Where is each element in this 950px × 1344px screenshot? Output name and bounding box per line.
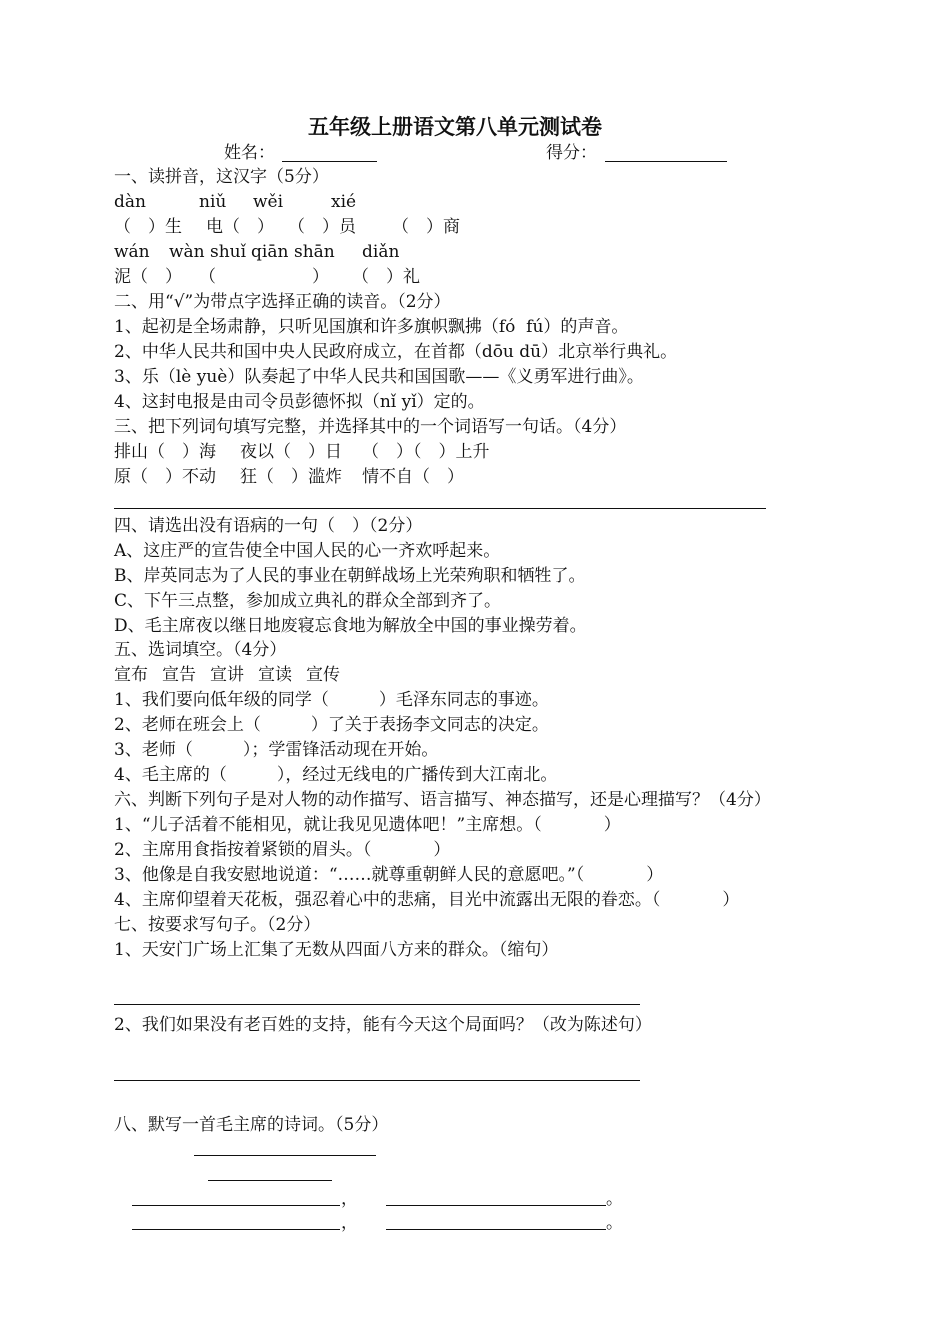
s2-item-3: 3、乐（lè yuè）队奏起了中华人民共和国国歌——《义勇军进行曲》。	[114, 367, 644, 387]
idiom-4[interactable]: 原（ ）不动	[114, 467, 216, 487]
s6-item-3	[114, 864, 663, 886]
idiom-1[interactable]: 排山（ ）海	[114, 442, 216, 462]
page-title: 五年级上册语文第八单元测试卷	[308, 114, 602, 139]
pinyin-wan1: wán	[114, 242, 150, 262]
poem-line-1b[interactable]	[386, 1205, 606, 1206]
section-6-heading: 六、判断下列句子是对人物的动作描写、语言描写、神态描写，还是心理描写？（4分）	[114, 790, 771, 810]
fill-wide-close[interactable]: ）	[312, 267, 329, 287]
poem-title-line[interactable]	[194, 1155, 376, 1156]
idiom-3[interactable]: （ ）（ ）上升	[362, 442, 490, 462]
pinyin-dan: dàn	[114, 192, 146, 212]
fill-shang[interactable]: （ ）商	[392, 217, 460, 237]
pinyin-shui: shuǐ	[210, 242, 247, 262]
word-option-4: 宣读	[258, 665, 292, 685]
s5-item-3-before: 3、老师（	[114, 740, 193, 760]
s6-item-4-text: 4、主席仰望着天花板，强忍着心中的悲痛，目光中流露出无限的眷恋。（	[114, 890, 661, 910]
s7-answer-line-2[interactable]	[114, 1080, 640, 1081]
s4-option-b: B、岸英同志为了人民的事业在朝鲜战场上光荣殉职和牺牲了。	[114, 566, 586, 586]
word-option-2: 宣告	[162, 665, 196, 685]
s6-item-1-text: 1、“儿子活着不能相见，就让我见见遗体吧！”主席想。（	[114, 815, 542, 835]
pinyin-wan2: wàn	[169, 242, 205, 262]
fill-sheng[interactable]: （ ）生	[114, 217, 182, 237]
s7-item-1: 1、天安门广场上汇集了无数从四面八方来的群众。（缩句）	[114, 940, 559, 960]
pinyin-xie: xié	[331, 192, 357, 212]
s5-item-4-after: ），经过无线电的广播传到大江南北。	[276, 765, 558, 785]
poem-line-2a[interactable]	[132, 1229, 340, 1230]
s4-option-d: D、毛主席夜以继日地废寝忘食地为解放全中国的事业操劳着。	[114, 616, 587, 636]
s6-item-3-text: 3、他像是自我安慰地说道：“……就尊重朝鲜人民的意愿吧。”（	[114, 865, 585, 885]
s6-item-2-close: ）	[433, 840, 451, 860]
s5-item-1-after: ）毛泽东同志的事迹。	[378, 690, 549, 710]
s2-item-2: 2、中华人民共和国中央人民政府成立，在首都（dōu dū）北京举行典礼。	[114, 342, 678, 362]
s4-option-a: A、这庄严的宣告使全中国人民的心一齐欢呼起来。	[114, 541, 501, 561]
word-option-1: 宣布	[114, 665, 148, 685]
s6-item-1	[114, 814, 621, 836]
section-5-heading: 五、选词填空。（4分）	[114, 640, 287, 660]
poem-period-2: 。	[606, 1213, 623, 1233]
idiom-5[interactable]: 狂（ ）滥炸	[240, 467, 342, 487]
pinyin-wei: wěi	[253, 192, 284, 212]
pinyin-shan: shān	[294, 242, 335, 262]
poem-period-1: 。	[606, 1189, 623, 1209]
section-4-heading: 四、请选出没有语病的一句（ ）（2分）	[114, 516, 423, 536]
name-label: 姓名：	[224, 143, 275, 163]
fill-yuan[interactable]: （ ）员	[288, 217, 356, 237]
s5-item-1	[114, 689, 549, 711]
poem-line-1a[interactable]	[132, 1205, 340, 1206]
s7-answer-line-1[interactable]	[114, 1004, 640, 1005]
poem-comma-1: ，	[341, 1189, 358, 1209]
s4-option-c: C、下午三点整，参加成立典礼的群众全部到齐了。	[114, 591, 502, 611]
s5-item-4	[114, 764, 557, 786]
poem-comma-2: ，	[341, 1213, 358, 1233]
section-3-heading: 三、把下列词句填写完整，并选择其中的一个词语写一句话。（4分）	[114, 417, 627, 437]
s5-item-2-after: ）了关于表扬李文同志的决定。	[310, 715, 549, 735]
idiom-2[interactable]: 夜以（ ）日	[240, 442, 342, 462]
s5-item-1-before: 1、我们要向低年级的同学（	[114, 690, 329, 710]
fill-wide-open[interactable]: （	[199, 267, 216, 287]
s5-item-3-after: ）；学雷锋活动现在开始。	[242, 740, 439, 760]
name-blank[interactable]	[282, 161, 377, 162]
idiom-6[interactable]: 情不自（ ）	[362, 467, 464, 487]
pinyin-niu: niǔ	[199, 192, 227, 212]
s2-item-4: 4、这封电报是由司令员彭德怀拟（nǐ yǐ）定的。	[114, 392, 485, 412]
s6-item-4-close: ）	[722, 890, 740, 910]
section-1-heading: 一、读拼音，这汉字（5分）	[114, 167, 329, 187]
s6-item-2-text: 2、主席用食指按着紧锁的眉头。（	[114, 840, 372, 860]
pinyin-qian: qiān	[251, 242, 289, 262]
s6-item-3-close: ）	[646, 865, 664, 885]
s6-item-2	[114, 839, 450, 861]
score-blank[interactable]	[605, 161, 727, 162]
s5-item-4-before: 4、毛主席的（	[114, 765, 227, 785]
section-2-heading: 二、用“√”为带点字选择正确的读音。（2分）	[114, 292, 451, 312]
word-option-3: 宣讲	[210, 665, 244, 685]
s6-item-4	[114, 889, 739, 911]
fill-li[interactable]: （ ）礼	[352, 267, 420, 287]
s5-item-3	[114, 739, 438, 761]
s3-answer-line[interactable]	[114, 508, 766, 509]
s6-item-1-close: ）	[603, 815, 621, 835]
fill-dian[interactable]: 电（ ）	[206, 217, 274, 237]
pinyin-dian: diǎn	[362, 242, 400, 262]
s5-item-2	[114, 714, 549, 736]
section-7-heading: 七、按要求写句子。（2分）	[114, 915, 321, 935]
s7-item-2: 2、我们如果没有老百姓的支持，能有今天这个局面吗？（改为陈述句）	[114, 1015, 652, 1035]
poem-author-line[interactable]	[208, 1180, 332, 1181]
poem-line-2b[interactable]	[386, 1229, 606, 1230]
s5-item-2-before: 2、老师在班会上（	[114, 715, 261, 735]
fill-ni[interactable]: 泥（ ）	[114, 267, 182, 287]
score-label: 得分：	[546, 143, 597, 163]
section-8-heading: 八、默写一首毛主席的诗词。（5分）	[114, 1115, 389, 1135]
s2-item-1: 1、起初是全场肃静，只听见国旗和许多旗帜飘拂（fó fú）的声音。	[114, 317, 629, 337]
word-option-5: 宣传	[306, 665, 340, 685]
